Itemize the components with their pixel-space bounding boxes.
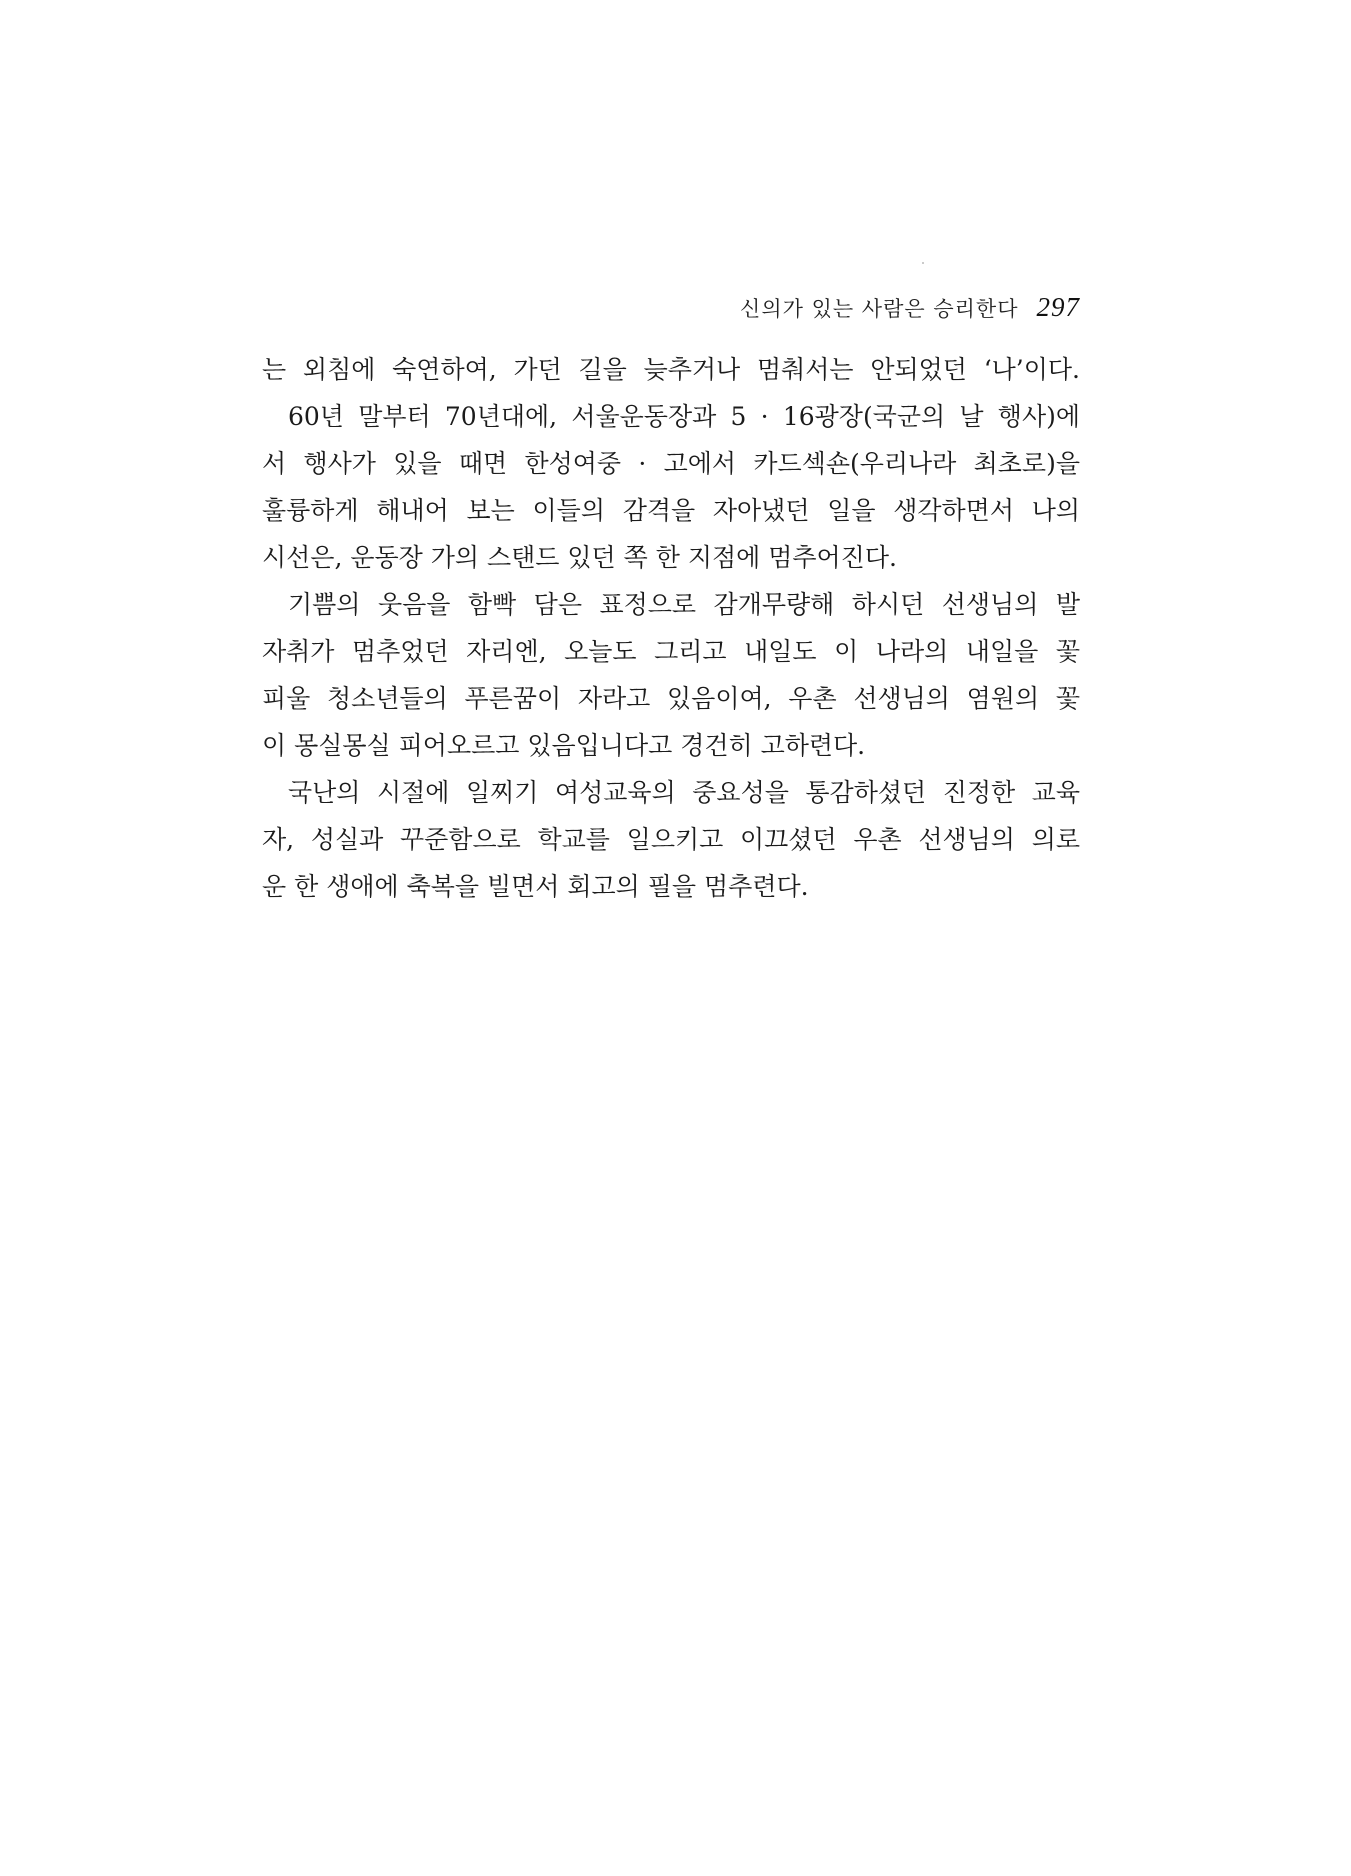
text-line: 는 외침에 숙연하여, 가던 길을 늦추거나 멈춰서는 안되었던 ‘나’이다. (262, 355, 1080, 384)
running-title: 신의가 있는 사람은 승리한다 (740, 297, 1019, 321)
text-line: 서 행사가 있을 때면 한성여중 · 고에서 카드섹숀(우리나라 최초로)을 (262, 449, 1080, 478)
text-line: 운 한 생애에 축복을 빌면서 회고의 필을 멈추련다. (262, 872, 809, 901)
text-line: 훌륭하게 해내어 보는 이들의 감격을 자아냈던 일을 생각하면서 나의 (262, 496, 1080, 525)
text-line: 이 몽실몽실 피어오르고 있음입니다고 경건히 고하련다. (262, 731, 866, 760)
text-line: 자취가 멈추었던 자리엔, 오늘도 그리고 내일도 이 나라의 내일을 꽃 (262, 637, 1080, 666)
text-line: 시선은, 운동장 가의 스탠드 있던 쪽 한 지점에 멈추어진다. (262, 543, 897, 572)
scan-speck (922, 262, 924, 264)
text-line: 60년 말부터 70년대에, 서울운동장과 5 · 16광장(국군의 날 행사)에 (288, 402, 1080, 431)
running-header (600, 292, 1080, 328)
text-line: 자, 성실과 꾸준함으로 학교를 일으키고 이끄셨던 우촌 선생님의 의로 (262, 825, 1080, 854)
text-line: 국난의 시절에 일찌기 여성교육의 중요성을 통감하셨던 진정한 교육 (288, 778, 1080, 807)
page-number: 297 (1036, 292, 1080, 322)
text-line: 피울 청소년들의 푸른꿈이 자라고 있음이여, 우촌 선생님의 염원의 꽃 (262, 684, 1080, 713)
text-line: 기쁨의 웃음을 함빡 담은 표정으로 감개무량해 하시던 선생님의 발 (288, 590, 1080, 619)
body-text (262, 346, 1080, 910)
